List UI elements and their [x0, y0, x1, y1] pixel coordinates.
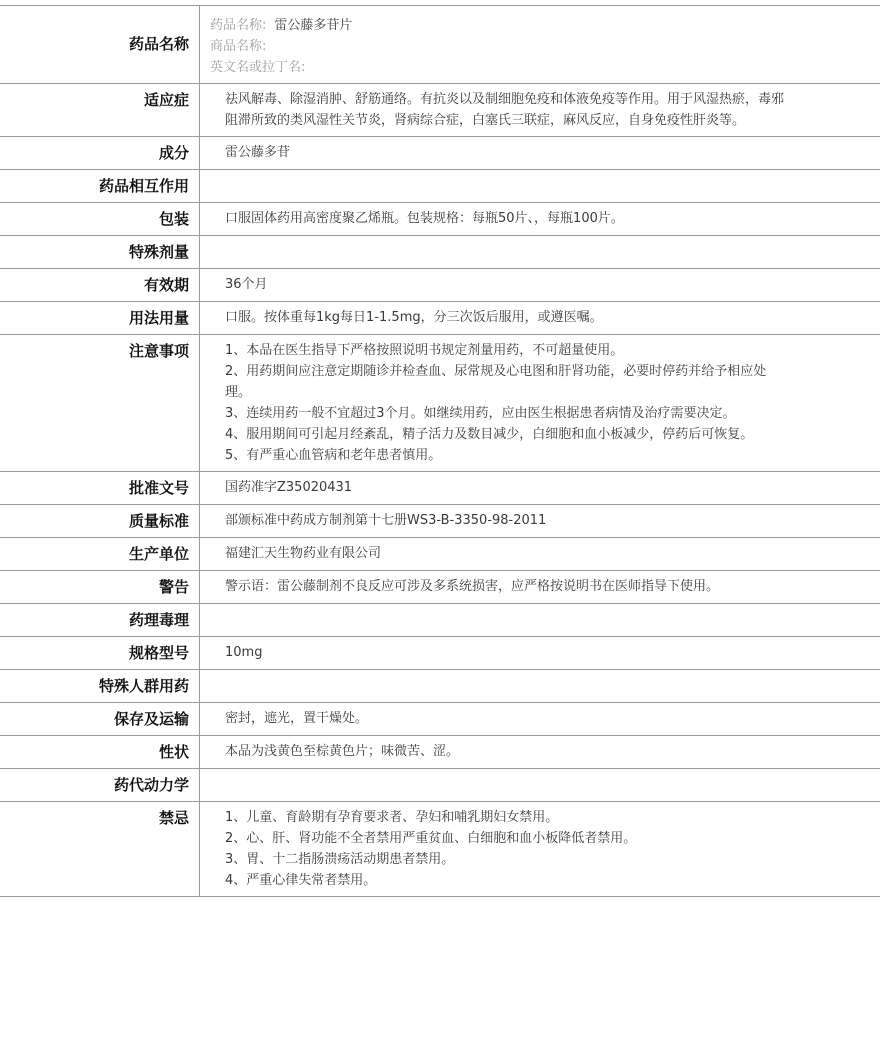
- english-name-line: [210, 57, 880, 78]
- row-packaging: [0, 203, 880, 236]
- drug-name-block: [200, 6, 880, 83]
- list-item: 4、严重心律失常者禁用。: [225, 873, 377, 888]
- generic-name-value: 雷公藤多苷片: [274, 18, 353, 33]
- row-label-indications: 适应症: [0, 84, 200, 136]
- row-ingredients: [0, 137, 880, 170]
- row-label-interactions: 药品相互作用: [0, 170, 200, 202]
- row-approval: [0, 472, 880, 505]
- row-value-approval: 国药准字Z35020431: [225, 480, 353, 495]
- row-label-contraindications: 禁忌: [0, 802, 200, 896]
- row-warning: [0, 571, 880, 604]
- row-value-standard: 部颁标准中药成方制剂第十七册WS3-B-3350-98-2011: [225, 513, 547, 528]
- row-value-shelf-life: 36个月: [225, 277, 268, 292]
- row-toxicology: [0, 604, 880, 637]
- row-manufacturer: [0, 538, 880, 571]
- row-label-storage: 保存及运输: [0, 703, 200, 735]
- row-standard: [0, 505, 880, 538]
- row-shelf-life: [0, 269, 880, 302]
- row-label-dosage: 用法用量: [0, 302, 200, 334]
- row-value-toxicology: [200, 604, 880, 636]
- list-item: 3、连续用药一般不宜超过3个月。如继续用药，应由医生根据患者病情及治疗需要决定。: [225, 406, 736, 421]
- row-value-special-population: [200, 670, 880, 702]
- list-item: 5、有严重心血管病和老年患者慎用。: [225, 448, 442, 463]
- row-label-description: 性状: [0, 736, 200, 768]
- row-description: [0, 736, 880, 769]
- row-precautions: [0, 335, 880, 472]
- row-label-manufacturer: 生产单位: [0, 538, 200, 570]
- row-value-interactions: [200, 170, 880, 202]
- row-value-pharmacokinetics: [200, 769, 880, 801]
- generic-name-key: 药品名称:: [210, 18, 267, 33]
- row-spec: [0, 637, 880, 670]
- row-value-dosage: 口服。按体重每1kg每日1-1.5mg，分三次饭后服用，或遵医嘱。: [225, 310, 603, 325]
- list-item: 2、用药期间应注意定期随诊并检查血、尿常规及心电图和肝肾功能，必要时停药并给予相应处理。: [225, 364, 767, 400]
- row-value-special-dose: [200, 236, 880, 268]
- row-indications: [0, 84, 880, 137]
- trade-name-line: [210, 36, 880, 57]
- row-value-indications: 祛风解毒、除湿消肿、舒筋通络。有抗炎以及制细胞免疫和体液免疫等作用。用于风湿热瘀，毒邪阻滞所致的类风湿性关节炎，肾病综合症，白塞氏三联症，麻风反应，自身免疫性肝炎等。: [225, 92, 785, 128]
- row-value-contraindications: [200, 802, 880, 896]
- row-value-spec: 10mg: [225, 645, 263, 660]
- row-label-special-dose: 特殊剂量: [0, 236, 200, 268]
- row-label-shelf-life: 有效期: [0, 269, 200, 301]
- row-label-precautions: 注意事项: [0, 335, 200, 471]
- list-item: 3、胃、十二指肠溃疡活动期患者禁用。: [225, 852, 455, 867]
- row-label-special-population: 特殊人群用药: [0, 670, 200, 702]
- list-item: 4、服用期间可引起月经紊乱，精子活力及数目减少，白细胞和血小板减少，停药后可恢复。: [225, 427, 754, 442]
- row-label-packaging: 包装: [0, 203, 200, 235]
- row-label-ingredients: 成分: [0, 137, 200, 169]
- english-name-key: 英文名或拉丁名:: [210, 60, 306, 75]
- list-item: 2、心、肝、肾功能不全者禁用严重贫血、白细胞和血小板降低者禁用。: [225, 831, 637, 846]
- row-label-approval: 批准文号: [0, 472, 200, 504]
- row-special-population: [0, 670, 880, 703]
- row-special-dose: [0, 236, 880, 269]
- list-item: 1、本品在医生指导下严格按照说明书规定剂量用药，不可超量使用。: [225, 343, 624, 358]
- row-label-toxicology: 药理毒理: [0, 604, 200, 636]
- row-label-warning: 警告: [0, 571, 200, 603]
- list-item: 1、儿童、育龄期有孕育要求者、孕妇和哺乳期妇女禁用。: [225, 810, 559, 825]
- row-contraindications: [0, 802, 880, 897]
- row-value-manufacturer: 福建汇天生物药业有限公司: [225, 546, 382, 561]
- row-interactions: [0, 170, 880, 203]
- english-name-value: [305, 60, 313, 75]
- row-storage: [0, 703, 880, 736]
- row-drug-name: [0, 6, 880, 84]
- row-pharmacokinetics: [0, 769, 880, 802]
- trade-name-key: 商品名称:: [210, 39, 267, 54]
- row-label-spec: 规格型号: [0, 637, 200, 669]
- row-dosage: [0, 302, 880, 335]
- row-value-storage: 密封，遮光，置干燥处。: [225, 711, 369, 726]
- drug-info-table: [0, 5, 880, 897]
- row-value-precautions: [200, 335, 880, 471]
- row-label-standard: 质量标准: [0, 505, 200, 537]
- row-label-drug-name: 药品名称: [0, 6, 200, 83]
- row-value-description: 本品为浅黄色至棕黄色片；味微苦、涩。: [225, 744, 460, 759]
- row-value-warning: 警示语：雷公藤制剂不良反应可涉及多系统损害，应严格按说明书在医师指导下使用。: [225, 579, 720, 594]
- generic-name-line: [210, 15, 880, 36]
- row-value-packaging: 口服固体药用高密度聚乙烯瓶。包装规格：每瓶50片、，每瓶100片。: [225, 211, 624, 226]
- row-label-pharmacokinetics: 药代动力学: [0, 769, 200, 801]
- trade-name-value: [266, 39, 274, 54]
- row-value-ingredients: 雷公藤多苷: [225, 145, 291, 160]
